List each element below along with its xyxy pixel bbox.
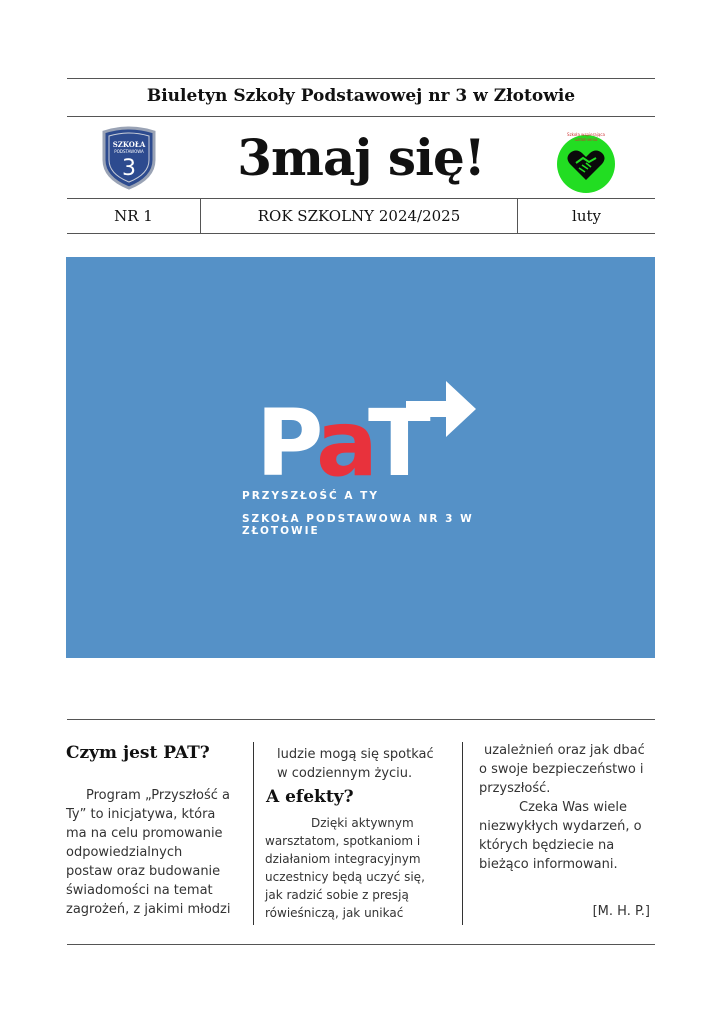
masthead-title: 3maj się! [237, 128, 485, 187]
col1-line: postaw oraz budowanie [66, 864, 221, 879]
col3-line: uzależnień oraz jak dbać [484, 743, 645, 758]
col3-line: o swoje bezpieczeństwo i [479, 762, 644, 777]
col1-line: odpowiedzialnych [66, 845, 183, 860]
col2-line: w codziennym życiu. [277, 766, 413, 781]
column-1 [66, 786, 232, 919]
pat-logo [256, 369, 496, 479]
handshake-heart-icon [556, 134, 616, 194]
top-rule [67, 78, 655, 79]
issue-info-row [67, 198, 655, 234]
article-bottom-rule [67, 944, 655, 945]
column-divider-2 [462, 742, 463, 925]
logo-letter-p: P [256, 390, 324, 479]
pat-hero-image [66, 257, 655, 658]
hero-school-name: SZKOŁA PODSTAWOWA NR 3 W ZŁOTOWIE [242, 513, 474, 537]
heading-effects: A efekty? [266, 787, 354, 807]
badge-line2: PODSTAWOWA [114, 149, 144, 154]
logo-letter-a: a [316, 390, 379, 479]
logo-letter-t: T [368, 390, 431, 479]
col1-line: Ty” to inicjatywa, która [66, 807, 216, 822]
col2-line: Dzięki aktywnym [311, 816, 414, 830]
col1-line: Program „Przyszłość a [86, 788, 230, 803]
col1-line: ma na celu promowanie [66, 826, 223, 841]
column-divider-1 [253, 742, 254, 925]
issue-number: NR 1 [67, 199, 201, 233]
column-3 [479, 741, 645, 874]
col3-line: Czeka Was wiele [519, 800, 628, 815]
col3-line: niezwykłych wydarzeń, o [479, 819, 642, 834]
col2-line: ludzie mogą się spotkać [277, 747, 434, 762]
col3-line: bieżąco informowani. [479, 857, 618, 872]
col3-line: których będziecie na [479, 838, 615, 853]
col2-line: warsztatom, spotkaniom i [265, 834, 421, 848]
column-2-top [277, 745, 447, 783]
col1-line: zagrożeń, z jakimi młodzi [66, 902, 231, 917]
badge-line1: SZKOŁA [112, 140, 146, 149]
hero-tagline: PRZYSZŁOŚĆ A TY [242, 490, 379, 502]
issue-month: luty [572, 207, 601, 225]
col3-line: przyszłość. [479, 781, 551, 796]
col2-line: uczestnicy będą uczyć się, [265, 870, 425, 884]
col1-line: świadomości na temat [66, 883, 213, 898]
heading-what-is-pat: Czym jest PAT? [66, 743, 210, 763]
title-rule [67, 116, 655, 117]
school-year: ROK SZKOLNY 2024/2025 [201, 199, 518, 233]
col2-line: działaniom integracyjnym [265, 852, 421, 866]
column-2-bottom [265, 814, 431, 922]
col2-line: rówieśniczą, jak unikać [265, 906, 404, 920]
badge-number: 3 [122, 156, 136, 181]
col2-line: jak radzić sobie z presją [265, 888, 409, 902]
author-signature: [M. H. P.] [592, 904, 650, 919]
right-logo-text: Szkoła wspierająca uzdolnienia [567, 132, 605, 142]
masthead [67, 120, 655, 196]
bulletin-title: Biuletyn Szkoły Podstawowej nr 3 w Złotowie [146, 86, 576, 106]
article-top-rule [67, 719, 655, 720]
